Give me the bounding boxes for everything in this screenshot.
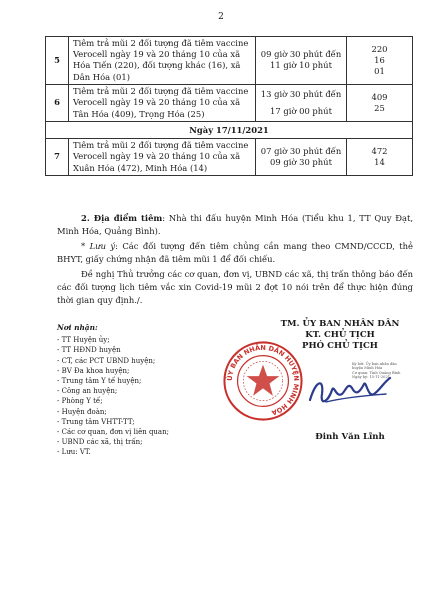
row-counts bbox=[347, 139, 413, 176]
row-index: 5 bbox=[46, 37, 69, 85]
count-value: 01 bbox=[374, 66, 385, 76]
count-value: 409 bbox=[371, 91, 388, 102]
sign-line-3: PHÓ CHỦ TỊCH bbox=[302, 341, 378, 351]
recipients-title: Nơi nhận: bbox=[57, 323, 98, 332]
row-index: 6 bbox=[46, 84, 69, 121]
page-number: 2 bbox=[218, 12, 224, 22]
location-paragraph bbox=[57, 212, 413, 238]
row-object: Tiêm trả mũi 2 đối tượng đã tiêm vaccine Verocell ngày 19 và 20 tháng 10 của xã Tân Hóa (409), Trọng Hóa (25) bbox=[69, 84, 256, 121]
sign-line-2: KT. CHỦ TỊCH bbox=[305, 330, 375, 340]
note-paragraph bbox=[57, 240, 413, 266]
recipient-item: - Lưu: VT. bbox=[57, 448, 91, 457]
recipient-item: - Trung tâm VHTT-TT; bbox=[57, 417, 135, 426]
recipient-item: - Công an huyện; bbox=[57, 387, 118, 396]
location-text: : Nhà thi đấu huyện Minh Hóa (Tiểu khu 1, TT Quy Đạt, Minh Hóa, Quảng Bình). bbox=[57, 213, 413, 236]
recipients-block bbox=[57, 323, 169, 458]
count-value: 472 bbox=[371, 145, 388, 156]
time-line: 17 giờ 00 phút bbox=[270, 106, 332, 117]
request-paragraph: Đề nghị Thủ trưởng các cơ quan, đơn vị, UBND các xã, thị trấn thông báo đến các đối tượng lịch tiêm vắc xin Covid-19 mũi 2 đợt 10 nói trên để thực hiện đúng thời gian quy định./. bbox=[57, 269, 413, 305]
signer-name: Đinh Văn Lĩnh bbox=[315, 432, 385, 442]
table-row bbox=[46, 139, 413, 176]
recipient-item: - Huyện đoàn; bbox=[57, 407, 107, 416]
row-time: 09 giờ 30 phút đến 11 giờ 10 phút bbox=[256, 37, 347, 85]
recipient-item: - CT, các PCT UBND huyện; bbox=[57, 356, 156, 365]
time-line: 13 giờ 30 phút đến bbox=[260, 88, 342, 99]
recipient-item: - UBND các xã, thị trấn; bbox=[57, 438, 143, 447]
count-value: 16 bbox=[374, 54, 385, 65]
row-index: 7 bbox=[46, 139, 69, 176]
vaccination-schedule-table bbox=[45, 36, 413, 176]
row-object: Tiêm trả mũi 2 đối tượng đã tiêm vaccine Verocell ngày 19 và 20 tháng 10 của xã Xuân Hóa (472), Minh Hóa (14) bbox=[69, 139, 256, 176]
recipient-item: - Trung tâm Y tế huyện; bbox=[57, 377, 142, 386]
stamp-line: Cơ quan: Tỉnh Quảng Bình bbox=[352, 370, 401, 375]
row-counts bbox=[347, 84, 413, 121]
location-label: 2. Địa điểm tiêm bbox=[81, 213, 163, 223]
table-row bbox=[46, 37, 413, 85]
note-text: : Các đối tượng đến tiêm chủng cần mang theo CMND/CCCD, thẻ BHYT, giấy chứng nhận đã tiêm mũi 1 để đối chiếu. bbox=[57, 241, 414, 264]
row-time bbox=[256, 84, 347, 121]
table-row bbox=[46, 84, 413, 121]
stamp-line: huyện Minh Hóa bbox=[352, 366, 383, 371]
count-value: 220 bbox=[371, 43, 388, 54]
sign-line-1: TM. ỦY BAN NHÂN DÂN bbox=[280, 319, 400, 329]
recipient-item: - BV Đa khoa huyện; bbox=[57, 366, 130, 375]
row-counts bbox=[347, 37, 413, 85]
seal-ring-text: ỦY BAN NHÂN DÂN HUYỆN MINH HÓA bbox=[225, 343, 301, 417]
date-label: Ngày 17/11/2021 bbox=[46, 122, 413, 139]
official-seal-icon bbox=[222, 340, 304, 422]
recipient-item: - Phòng Y tế; bbox=[57, 397, 103, 406]
stamp-line: Ngày ký: 15-11-2021 bbox=[352, 375, 391, 380]
recipient-item: - Các cơ quan, đơn vị liên quan; bbox=[57, 428, 169, 437]
recipient-item: - TT Huyện ủy; bbox=[57, 336, 110, 345]
handwritten-signature-icon bbox=[306, 372, 394, 412]
row-time: 07 giờ 30 phút đến 09 giờ 30 phút bbox=[256, 139, 347, 176]
stamp-line: Ký bởi: Ủy ban nhân dân bbox=[352, 362, 397, 366]
row-object: Tiêm trả mũi 2 đối tượng đã tiêm vaccine Verocell ngày 19 và 20 tháng 10 của xã Hóa Tiến (220), đối tượng khác (16), xã Dân Hóa (01) bbox=[69, 37, 256, 85]
count-value: 14 bbox=[374, 157, 385, 168]
recipient-item: - TT HĐND huyện bbox=[57, 346, 121, 355]
note-label: * Lưu ý bbox=[81, 241, 116, 251]
date-row bbox=[46, 122, 413, 139]
count-value: 25 bbox=[374, 103, 385, 114]
